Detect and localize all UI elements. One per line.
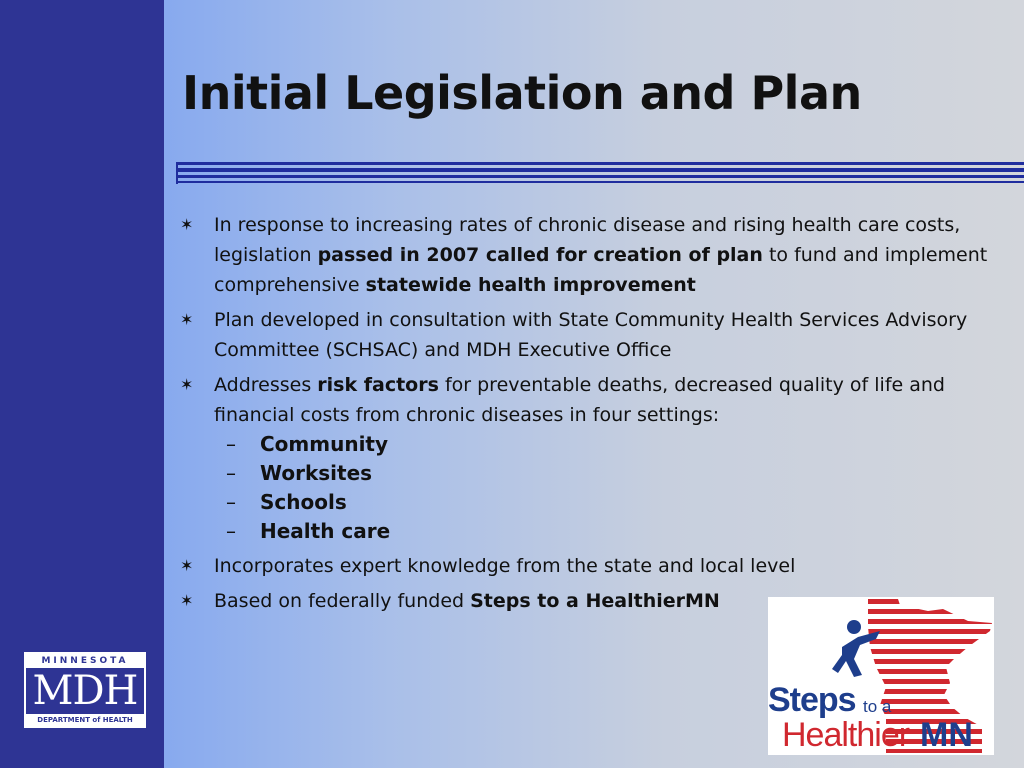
bullet-star-icon: ✶ bbox=[180, 556, 194, 575]
setting-item bbox=[214, 488, 1006, 517]
setting-label: Health care bbox=[260, 519, 391, 543]
mdh-logo-state: MINNESOTA bbox=[26, 654, 144, 668]
bullet-star-icon: ✶ bbox=[180, 591, 194, 610]
bullet-item bbox=[176, 551, 1006, 581]
setting-item bbox=[214, 430, 1006, 459]
bullet-text bbox=[214, 555, 795, 577]
bullet-emphasis: risk factors bbox=[317, 374, 439, 396]
bullet-text-run: Addresses bbox=[214, 374, 318, 396]
setting-list bbox=[214, 430, 1006, 546]
sub-bullet-dash: – bbox=[226, 519, 236, 543]
divider-line bbox=[176, 181, 1024, 183]
setting-label: Community bbox=[260, 432, 389, 456]
steps-to-a-healthier-mn-logo bbox=[768, 597, 994, 755]
bullet-item bbox=[176, 370, 1006, 546]
mdh-logo bbox=[24, 652, 146, 728]
bullet-list bbox=[176, 210, 1006, 621]
sub-bullet-dash: – bbox=[226, 461, 236, 485]
logo-mn-text: MN bbox=[920, 716, 973, 754]
bullet-text-run: for preventable deaths, decreased quality of life and financial costs from chronic diseases in four settings: bbox=[214, 374, 945, 426]
bullet-text-run: In response to increasing rates of chronic disease and rising health care costs, legislation bbox=[214, 214, 961, 266]
mdh-logo-department: DEPARTMENT of HEALTH bbox=[26, 714, 144, 726]
logo-healthier-text: Healthier bbox=[782, 716, 910, 754]
bullet-star-icon: ✶ bbox=[180, 375, 194, 394]
bullet-item bbox=[176, 305, 1006, 365]
divider-line bbox=[176, 175, 1024, 178]
bullet-text-run: to fund and implement comprehensive bbox=[214, 244, 988, 296]
bullet-text-run: Incorporates expert knowledge from the state and local level bbox=[214, 555, 796, 577]
bullet-text bbox=[214, 214, 987, 296]
mdh-logo-main: MDH bbox=[32, 668, 138, 714]
setting-label: Schools bbox=[260, 490, 347, 514]
logo-to-a-text: to a bbox=[863, 697, 892, 716]
bullet-text-run: Plan developed in consultation with State Community Health Services Advisory Committee (SCHSAC) and MDH Executive Office bbox=[214, 309, 968, 361]
bullet-star-icon: ✶ bbox=[180, 310, 194, 329]
bullet-item bbox=[176, 210, 1006, 300]
bullet-emphasis: statewide health improvement bbox=[365, 274, 696, 296]
divider-line bbox=[176, 168, 1024, 172]
sub-bullet-dash: – bbox=[226, 490, 236, 514]
bullet-star-icon: ✶ bbox=[180, 215, 194, 234]
title-divider bbox=[176, 162, 1024, 184]
bullet-text-run: Based on federally funded bbox=[214, 590, 471, 612]
divider-line bbox=[176, 162, 1024, 165]
setting-item bbox=[214, 459, 1006, 488]
bullet-text bbox=[214, 374, 945, 426]
bullet-emphasis: passed in 2007 called for creation of plan bbox=[317, 244, 763, 266]
bullet-emphasis: Steps to a HealthierMN bbox=[470, 590, 720, 612]
slide-title: Initial Legislation and Plan bbox=[182, 66, 862, 120]
setting-label: Worksites bbox=[260, 461, 373, 485]
bullet-text bbox=[214, 590, 720, 612]
logo-steps-text: Steps bbox=[768, 681, 856, 719]
sub-bullet-dash: – bbox=[226, 432, 236, 456]
bullet-text bbox=[214, 309, 967, 361]
setting-item bbox=[214, 517, 1006, 546]
